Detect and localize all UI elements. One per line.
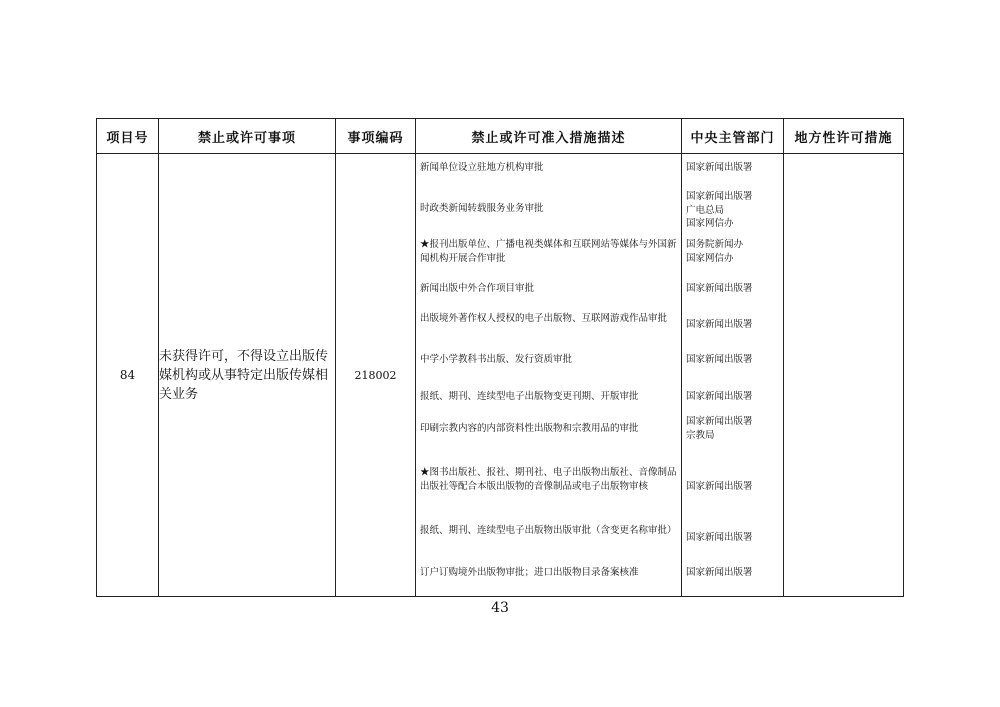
- central-dept-cell: [682, 154, 784, 597]
- header-item: 禁止或许可事项: [159, 119, 336, 154]
- central-dept-item: 国家新闻出版署: [686, 283, 753, 294]
- measure-desc-item: 新闻出版中外合作项目审批: [420, 283, 535, 294]
- measure-desc-item: 报纸、期刊、连续型电子出版物变更刊期、开版审批: [420, 391, 639, 402]
- header-project-no: 项目号: [97, 119, 159, 154]
- measure-desc-cell: [416, 154, 682, 597]
- central-dept-item: 国家新闻出版署: [686, 354, 753, 365]
- measure-desc-item: 订户订购境外出版物审批；进口出版物目录备案核准: [420, 567, 639, 578]
- measure-desc-item: 出版境外著作权人授权的电子出版物、互联网游戏作品审批: [420, 313, 668, 324]
- measure-desc-item: 报纸、期刊、连续型电子出版物出版审批（含变更名称审批）: [420, 525, 677, 536]
- central-dept-item: 国家新闻出版署: [686, 391, 753, 402]
- table-row: [97, 154, 904, 597]
- central-dept-item: 国家新闻出版署: [686, 319, 753, 330]
- header-central-dept: 中央主管部门: [682, 119, 784, 154]
- central-dept-item: 国家新闻出版署: [686, 567, 753, 578]
- measure-desc-item: 中学小学教科书出版、发行资质审批: [420, 354, 573, 365]
- measure-desc-list: [416, 154, 681, 596]
- measure-desc-item: 新闻单位设立驻地方机构审批: [420, 162, 544, 173]
- header-local-measure: 地方性许可措施: [784, 119, 904, 154]
- measure-desc-item: 印刷宗教内容的内部资料性出版物和宗教用品的审批: [420, 423, 639, 434]
- central-dept-item: 国家新闻出版署: [686, 481, 753, 492]
- header-row: [97, 119, 904, 154]
- header-measure-desc: 禁止或许可准入措施描述: [416, 119, 682, 154]
- measure-desc-item: ★报刊出版单位、广播电视类媒体和互联网站等媒体与外国新闻机构开展合作审批: [420, 239, 677, 264]
- measure-desc-item: ★图书出版社、报社、期刊社、电子出版物出版社、音像制品出版社等配合本版出版物的音像制品或电子出版物审核: [420, 467, 677, 492]
- header-code: 事项编码: [336, 119, 416, 154]
- central-dept-item: 国家新闻出版署: [686, 532, 753, 543]
- central-dept-item: 国务院新闻办 国家网信办: [686, 239, 744, 264]
- measure-desc-item: 时政类新闻转载服务业务审批: [420, 203, 544, 214]
- project-no-cell: 84: [97, 154, 159, 597]
- page-number: 43: [491, 600, 509, 616]
- local-measure-cell: [784, 154, 904, 597]
- permit-table: [96, 118, 904, 597]
- central-dept-item: 国家新闻出版署: [686, 162, 753, 173]
- central-dept-item: 国家新闻出版署 广电总局 国家网信办: [686, 191, 753, 229]
- code-cell: 218002: [336, 154, 416, 597]
- central-dept-list: [682, 154, 783, 596]
- item-cell: 未获得许可，不得设立出版传媒机构或从事特定出版传媒相关业务: [159, 154, 336, 597]
- central-dept-item: 国家新闻出版署 宗教局: [686, 416, 753, 441]
